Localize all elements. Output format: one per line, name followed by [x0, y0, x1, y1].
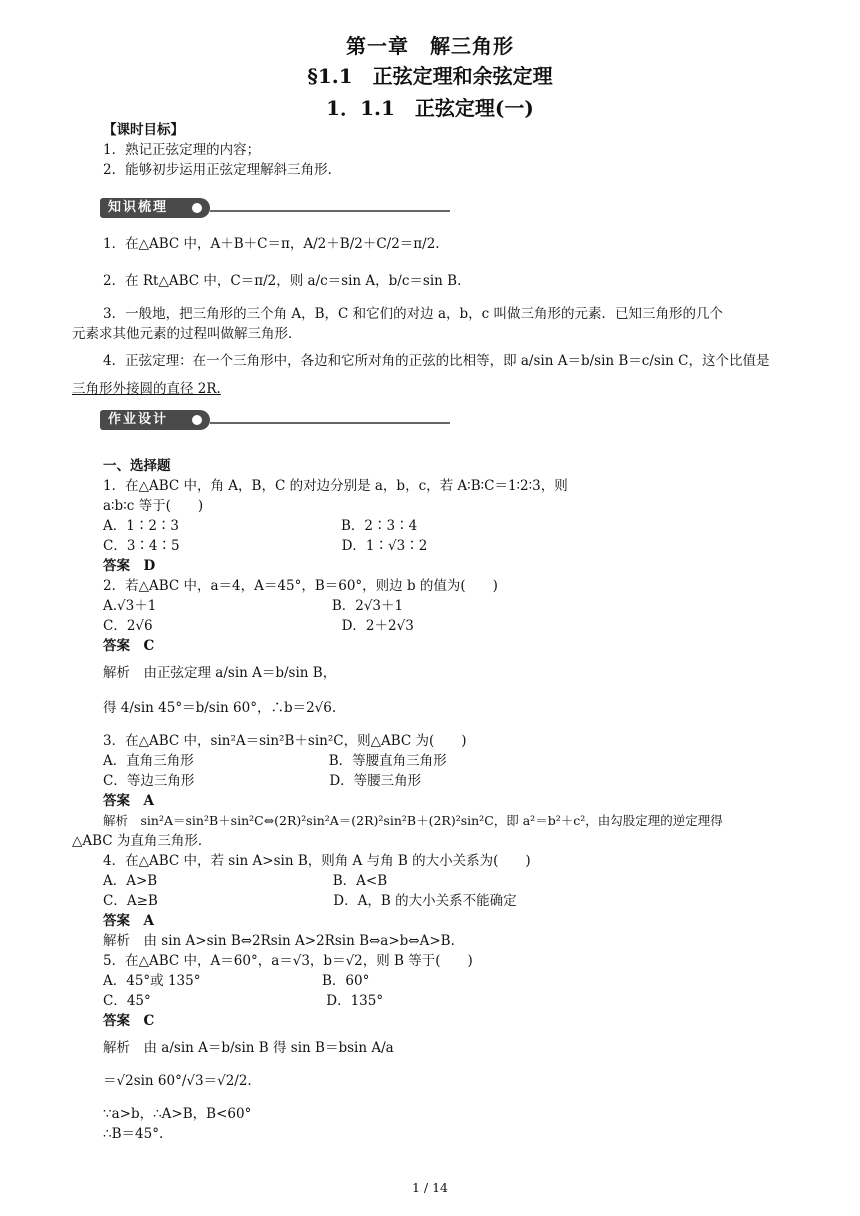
homework-line: A.√3＋1 B．2√3＋1 [103, 598, 404, 614]
section-title: §1.1 正弦定理和余弦定理 [307, 64, 553, 88]
homework-answer: 答案 C [103, 638, 155, 654]
homework-line: 4．在△ABC 中，若 sin A>sin B，则角 A 与角 B 的大小关系为( ) [103, 853, 531, 869]
homework-answer: 答案 C [103, 1013, 155, 1029]
homework-solution: 解析 sin²A＝sin²B＋sin²C⇔(2R)²sin²A＝(2R)²sin²B＋(2R)²sin²C，即 a²＝b²＋c²，由勾股定理的逆定理得 [103, 813, 723, 828]
homework-line: C．2√6 D．2＋2√3 [103, 618, 414, 634]
homework-line: A．A>B B．A<B [103, 873, 388, 889]
homework-line: A．1∶2∶3 B．2∶3∶4 [103, 518, 418, 534]
homework-solution: 解析 由 a/sin A＝b/sin B 得 sin B＝bsin A/a [103, 1040, 394, 1056]
homework-solution: 解析 由 sin A>sin B⇔2Rsin A>2Rsin B⇔a>b⇔A>B. [103, 933, 455, 949]
objective-item: 2．能够初步运用正弦定理解斜三角形． [103, 162, 342, 178]
banner-dot-icon [192, 203, 202, 213]
page-number: 1 / 14 [411, 1180, 449, 1195]
knowledge-item: 2．在 Rt△ABC 中，C＝π/2，则 a/c＝sin A，b/c＝sin B. [103, 273, 462, 289]
knowledge-item: 4．正弦定理：在一个三角形中，各边和它所对角的正弦的比相等，即 a/sin A＝b/sin B＝c/sin C，这个比值是 [103, 353, 770, 369]
objectives-label: 【课时目标】 [103, 122, 184, 138]
homework-answer: 答案 A [103, 793, 154, 809]
homework-answer: 答案 A [103, 913, 154, 929]
knowledge-item: 元素求其他元素的过程叫做解三角形． [72, 326, 302, 342]
homework-line: 1．在△ABC 中，角 A，B，C 的对边分别是 a，b，c，若 A∶B∶C＝1∶2∶3，则 [103, 478, 568, 494]
homework-line: 得 4/sin 45°＝b/sin 60°，∴b＝2√6. [103, 700, 337, 716]
subsection-title: 1．1.1 正弦定理(一) [326, 96, 534, 120]
knowledge-banner-label: 知识梳理 [100, 198, 210, 218]
homework-banner-label: 作业设计 [100, 410, 210, 430]
homework-line: C．3∶4∶5 D．1∶√3∶2 [103, 538, 428, 554]
objective-item: 1．熟记正弦定理的内容； [103, 142, 261, 158]
homework-line: A．直角三角形 B．等腰直角三角形 [103, 753, 447, 769]
homework-line: ＝√2sin 60°/√3＝√2/2. [103, 1073, 252, 1089]
homework-line: C．等边三角形 D．等腰三角形 [103, 773, 422, 789]
banner-rule [210, 210, 450, 212]
banner-rule [210, 422, 450, 424]
homework-banner [100, 410, 450, 430]
knowledge-item: 3．一般地，把三角形的三个角 A，B，C 和它们的对边 a，b，c 叫做三角形的元素．已知三角形的几个 [103, 306, 724, 322]
homework-line: 3．在△ABC 中，sin²A＝sin²B＋sin²C，则△ABC 为( ) [103, 733, 467, 749]
knowledge-item: 三角形外接圆的直径 2R. [72, 381, 221, 397]
banner-dot-icon [192, 415, 202, 425]
homework-line: C．A≥B D．A，B 的大小关系不能确定 [103, 893, 517, 909]
homework-line: ∵a>b，∴A>B，B<60° [103, 1106, 252, 1122]
homework-line: C．45° D．135° [103, 993, 384, 1009]
homework-line: A．45°或 135° B．60° [103, 973, 370, 989]
knowledge-item: 1．在△ABC 中，A＋B＋C＝π，A/2＋B/2＋C/2＝π/2. [103, 236, 440, 252]
homework-solution: 解析 由正弦定理 a/sin A＝b/sin B， [103, 665, 337, 681]
chapter-title: 第一章 解三角形 [346, 34, 514, 58]
homework-line: 2．若△ABC 中，a＝4，A＝45°，B＝60°，则边 b 的值为( ) [103, 578, 498, 594]
homework-line: 5．在△ABC 中，A＝60°，a＝√3，b＝√2，则 B 等于( ) [103, 953, 473, 969]
homework-line: a∶b∶c 等于( ) [103, 498, 204, 514]
homework-heading: 一、选择题 [103, 458, 171, 474]
homework-line: ∴B＝45°. [103, 1126, 164, 1142]
homework-line: △ABC 为直角三角形． [72, 833, 212, 849]
homework-answer: 答案 D [103, 558, 156, 574]
knowledge-banner [100, 198, 450, 218]
